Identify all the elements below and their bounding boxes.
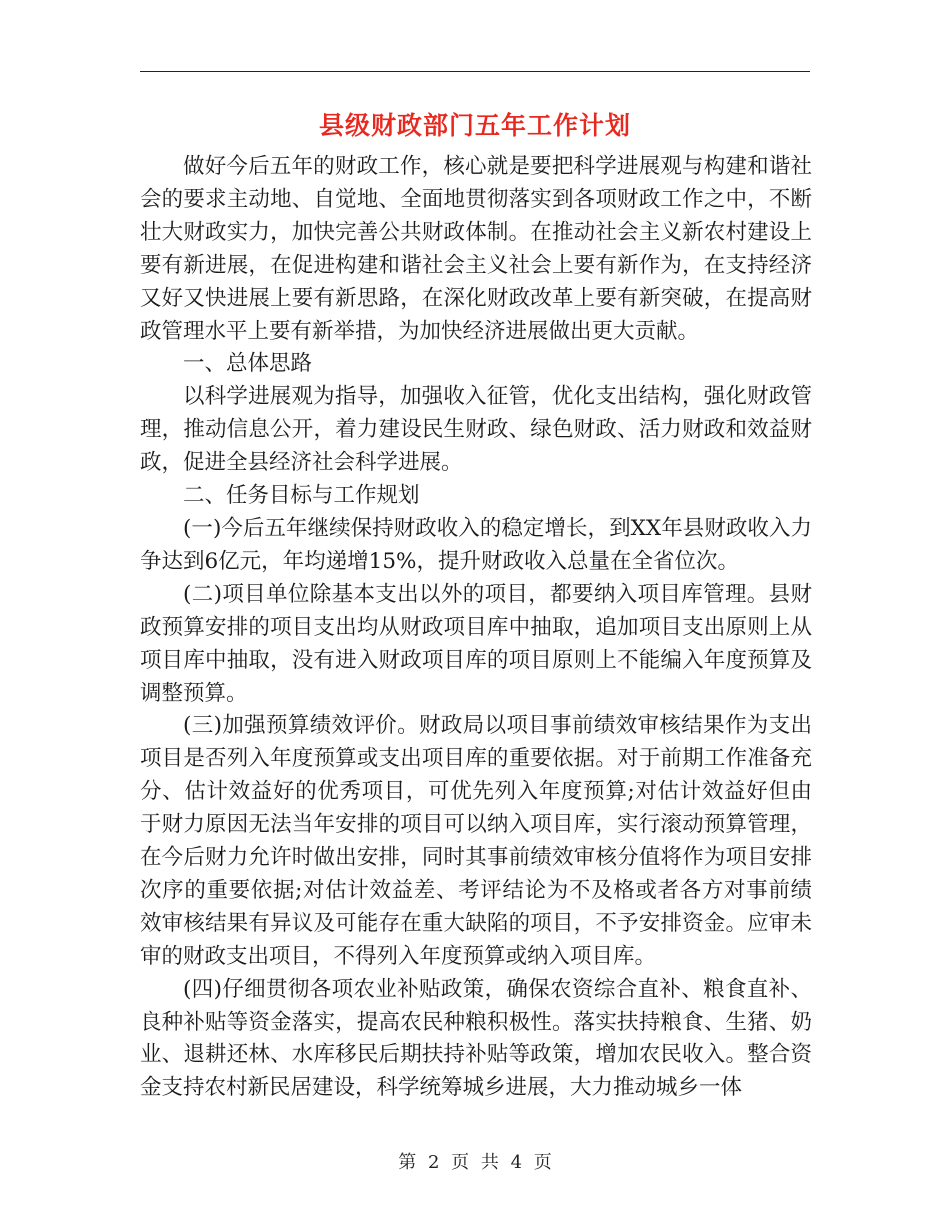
section-heading-goals: 二、任务目标与工作规划	[183, 483, 420, 509]
footer-total-label: 共	[480, 1152, 499, 1173]
footer-page-unit: 页	[451, 1152, 470, 1173]
footer-total-pages: 4	[510, 1152, 523, 1173]
footer-current-page: 2	[427, 1152, 440, 1173]
paragraph-goal-1: (一)今后五年继续保持财政收入的稳定增长，到XX年县财政收入力争达到6亿元，年均递增15%，提升财政收入总量在全省位次。	[140, 515, 812, 574]
paragraph-goal-4: (四)仔细贯彻各项农业补贴政策，确保农资综合直补、粮食直补、良种补贴等资金落实，提高农民种粮积极性。落实扶持粮食、生猪、奶业、退耕还林、水库移民后期扶持补贴等政策，增加农民收入。整合资金支持农村新民居建设，科学统筹城乡进展，大力推动城乡一体	[140, 976, 812, 1101]
document-title: 县级财政部门五年工作计划	[318, 111, 631, 140]
paragraph-goal-2: (二)项目单位除基本支出以外的项目，都要纳入项目库管理。县财政预算安排的项目支出均从财政项目库中抽取，追加项目支出原则上从项目库中抽取，没有进入财政项目库的项目原则上不能编入年度预算及调整预算。	[140, 581, 812, 706]
footer-page-label: 第	[398, 1152, 417, 1173]
footer-total-unit: 页	[533, 1152, 552, 1173]
paragraph-intro: 做好今后五年的财政工作，核心就是要把科学进展观与构建和谐社会的要求主动地、自觉地、全面地贯彻落实到各项财政工作之中，不断壮大财政实力，加快完善公共财政体制。在推动社会主义新农村建设上要有新进展，在促进构建和谐社会主义社会上要有新作为，在支持经济又好又快进展上要有新思路，在深化财政改革上要有新突破，在提高财政管理水平上要有新举措，为加快经济进展做出更大贡献。	[140, 154, 812, 344]
header-rule	[140, 71, 810, 72]
section-heading-overall-approach: 一、总体思路	[183, 351, 313, 377]
document-body	[140, 151, 812, 1105]
paragraph-overall-approach: 以科学进展观为指导，加强收入征管，优化支出结构，强化财政管理，推动信息公开，着力建设民生财政、绿色财政、活力财政和效益财政，促进全县经济社会科学进展。	[140, 384, 812, 476]
page-footer	[0, 1151, 950, 1175]
paragraph-goal-3: (三)加强预算绩效评价。财政局以项目事前绩效审核结果作为支出项目是否列入年度预算或支出项目库的重要依据。对于前期工作准备充分、估计效益好的优秀项目，可优先列入年度预算;对估计效益好但由于财力原因无法当年安排的项目可以纳入项目库，实行滚动预算管理，在今后财力允许时做出安排，同时其事前绩效审核分值将作为项目安排次序的重要依据;对估计效益差、考评结论为不及格或者各方对事前绩效审核结果有异议及可能存在重大缺陷的项目，不予安排资金。应审未审的财政支出项目，不得列入年度预算或纳入项目库。	[140, 713, 812, 969]
